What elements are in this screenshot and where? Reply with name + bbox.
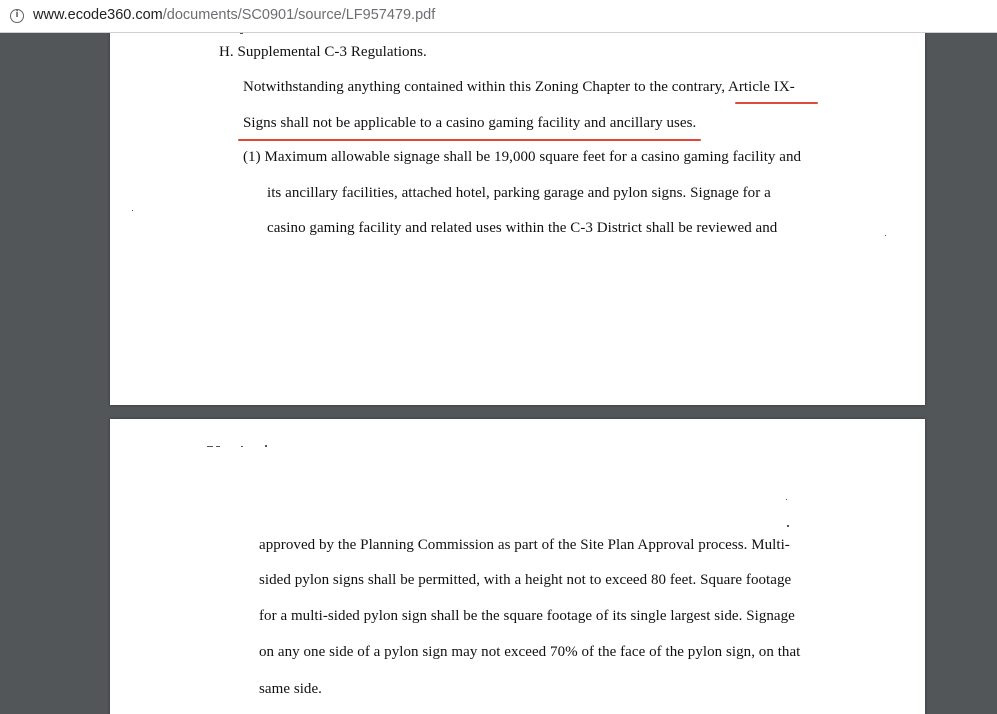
scan-speck — [132, 210, 133, 211]
section-heading: H. Supplemental C-3 Regulations. — [219, 44, 427, 60]
browser-address-bar[interactable] — [0, 0, 997, 33]
url-path: /documents/SC0901/source/LF957479.pdf — [162, 7, 436, 23]
paragraph-line: for a multi-sided pylon sign shall be the square footage of its single largest side. Signage — [259, 608, 795, 624]
url-field[interactable] — [33, 7, 435, 23]
scan-speck — [885, 235, 886, 236]
scan-speck — [240, 33, 243, 34]
list-item-line: casino gaming facility and related uses within the C-3 District shall be reviewed and — [267, 220, 778, 236]
paragraph-line: Signs shall not be applicable to a casino gaming facility and ancillary uses. — [243, 115, 697, 131]
url-host: www.ecode360.com — [33, 7, 163, 23]
scan-speck — [207, 446, 213, 447]
highlight-underline — [735, 102, 818, 104]
list-item-line: (1) Maximum allowable signage shall be 19,000 square feet for a casino gaming facility and — [243, 149, 802, 165]
scan-speck — [265, 445, 267, 447]
paragraph-text: Notwithstanding anything contained within this Zoning Chapter to the contrary, — [243, 79, 728, 95]
highlighted-text: Article IX- — [727, 79, 795, 95]
paragraph-line: on any one side of a pylon sign may not exceed 70% of the face of the pylon sign, on that — [259, 644, 801, 660]
pdf-page-2 — [110, 419, 925, 714]
paragraph-line: approved by the Planning Commission as part of the Site Plan Approval process. Multi- — [259, 537, 790, 553]
info-icon[interactable]: i — [10, 9, 24, 23]
list-item-line: its ancillary facilities, attached hotel, parking garage and pylon signs. Signage for a — [267, 185, 771, 201]
pdf-page-1 — [110, 33, 925, 405]
paragraph-line: sided pylon signs shall be permitted, with a height not to exceed 80 feet. Square footage — [259, 572, 792, 588]
pdf-viewer[interactable] — [0, 33, 997, 714]
scan-speck — [241, 446, 243, 447]
scan-speck — [786, 499, 787, 500]
scan-speck — [216, 446, 220, 447]
scan-speck — [787, 525, 789, 527]
paragraph-line: same side. — [259, 681, 322, 697]
highlight-underline — [238, 139, 701, 141]
paragraph-line — [243, 79, 795, 96]
